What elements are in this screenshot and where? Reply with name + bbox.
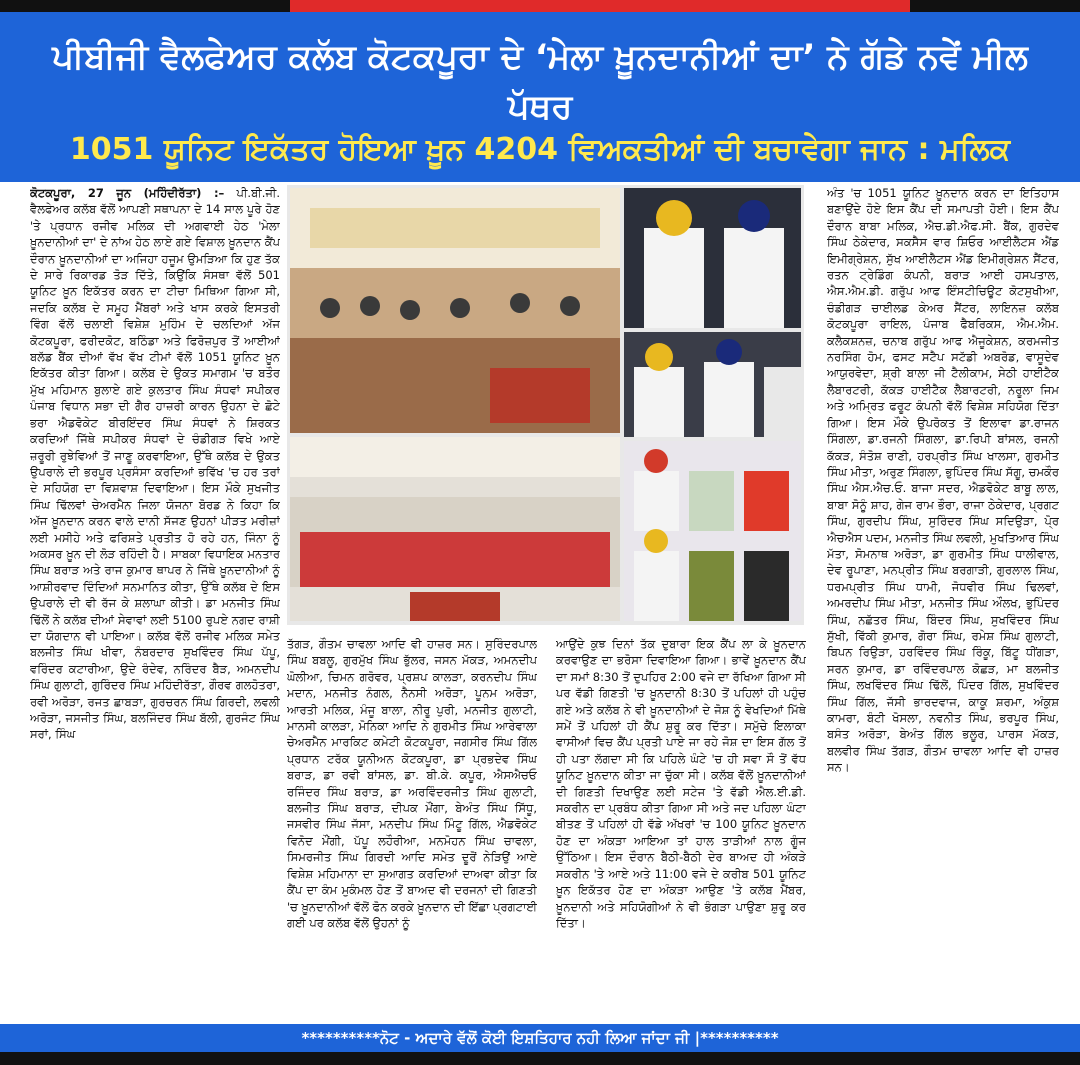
speakers-photo-2-image bbox=[624, 332, 801, 437]
photo-speakers-1 bbox=[624, 188, 801, 328]
top-red-band bbox=[290, 0, 910, 12]
speakers-photo-1-image bbox=[624, 188, 801, 328]
group-photo-image bbox=[290, 437, 620, 621]
header-banner bbox=[0, 12, 1080, 182]
article-column-1 bbox=[30, 185, 280, 1020]
footer-note: **********ਨੋਟ - ਅਦਾਰੇ ਵੱਲੋਂ ਕੋਈ ਇਸ਼ਤਿਹਾਰ ਨਹੀ ਲਿਆ ਜਾਂਦਾ ਜੀ |********** bbox=[0, 1024, 1080, 1052]
dateline: ਕੋਟਕਪੂਰਾ, 27 ਜੂਨ (ਮਹਿੰਦੀਰੱਤਾ) :– bbox=[30, 186, 225, 200]
column-3-text: ਆਉਂਦੇ ਕੁਝ ਦਿਨਾਂ ਤੱਕ ਦੁਬਾਰਾ ਇਕ ਕੈਂਪ ਲਾ ਕੇ ਖ਼ੂਨਦਾਨ ਕਰਵਾਉਣ ਦਾ ਭਰੋਸਾ ਦਿਵਾਇਆ ਗਿਆ। ਭਾਵੇਂ ਖ਼ੂਨਦਾਨ ਕੈਂਪ ਦਾ ਸਮਾਂ 8:30 ਤੋਂ ਦੁਪਹਿਰ 2:00 ਵਜੇ ਦਾ ਰੱਖਿਆ ਗਿਆ ਸੀ ਪਰ ਵੱਡੀ ਗਿਣਤੀ 'ਚ ਖ਼ੂਨਦਾਨੀ 8:30 ਤੋਂ ਪਹਿਲਾਂ ਹੀ ਪਹੁੰਚ ਗਏ ਅਤੇ ਕਲੱਬ ਨੇ ਵੀ ਖ਼ੂਨਦਾਨੀਆਂ ਦੇ ਜੋਸ਼ ਨੂੰ ਵੇਖਦਿਆਂ ਮਿੱਥੇ ਸਮੇਂ ਤੋਂ ਪਹਿਲਾਂ ਹੀ ਕੈਂਪ ਸ਼ੁਰੂ ਕਰ ਦਿੱਤਾ। ਸਮੁੱਚੇ ਇਲਾਕਾ ਵਾਸੀਆਂ ਵਿਚ ਕੈਂਪ ਪ੍ਰਤੀ ਪਾਏ ਜਾ ਰਹੇ ਜੋਸ਼ ਦਾ ਇਸ ਗੱਲ ਤੋਂ ਹੀ ਪਤਾ ਲੱਗਦਾ ਸੀ ਕਿ ਪਹਿਲੇ ਘੰਟੇ 'ਚ ਹੀ ਸਵਾ ਸੌ ਤੋਂ ਵੱਧ ਯੂਨਿਟ ਖ਼ੂਨਦਾਨ ਕੀਤਾ ਜਾ ਚੁੱਕਾ ਸੀ। ਕਲੱਬ ਵੱਲੋਂ ਖ਼ੂਨਦਾਨੀਆਂ ਦੀ ਗਿਣਤੀ ਦਿਖਾਉਣ ਲਈ ਸਟੇਜ 'ਤੇ ਵੱਡੀ ਐਲ.ਈ.ਡੀ. ਸਕਰੀਨ ਦਾ ਪ੍ਰਬੰਧ ਕੀਤਾ ਗਿਆ ਸੀ ਅਤੇ ਜਦ ਪਹਿਲਾ ਘੰਟਾ ਬੀਤਣ ਤੋਂ ਪਹਿਲਾਂ ਹੀ ਵੱਡੇ ਅੱਖਰਾਂ 'ਚ 100 ਯੂਨਿਟ ਖ਼ੂਨਦਾਨ ਹੋਣ ਦਾ ਅੰਕੜਾ ਆਇਆ ਤਾਂ ਹਾਲ ਤਾੜੀਆਂ ਨਾਲ ਗੂੰਜ ਉੱਠਿਆ। ਇਸ ਦੌਰਾਨ ਬੈਠੀ-ਬੈਠੀ ਦੇਰ ਬਾਅਦ ਹੀ ਅੰਕੜੇ ਸਕਰੀਨ 'ਤੇ ਆਏ ਅਤੇ 11:00 ਵਜੇ ਦੇ ਕਰੀਬ 501 ਯੂਨਿਟ ਖ਼ੂਨ ਇਕੱਤਰ ਹੋਣ ਦਾ ਅੰਕੜਾ ਆਉਣ 'ਤੇ ਕਲੱਬ ਮੈਂਬਰ, ਖ਼ੂਨਦਾਨੀ ਅਤੇ ਸਹਿਯੋਗੀਆਂ ਨੇ ਵੀ ਭੰਗੜਾ ਪਾਉਣਾ ਸ਼ੁਰੂ ਕਰ ਦਿੱਤਾ। bbox=[556, 637, 806, 930]
subheadline: 1051 ਯੂਨਿਟ ਇਕੱਤਰ ਹੋਇਆ ਖ਼ੂਨ 4204 ਵਿਅਕਤੀਆਂ ਦੀ ਬਚਾਵੇਗਾ ਜਾਨ : ਮਲਿਕ bbox=[69, 132, 1011, 167]
column-4-text: ਅੰਤ 'ਚ 1051 ਯੂਨਿਟ ਖ਼ੂਨਦਾਨ ਕਰਨ ਦਾ ਇਤਿਹਾਸ ਬਣਾਉਂਦੇ ਹੋਏ ਇਸ ਕੈਂਪ ਦੀ ਸਮਾਪਤੀ ਹੋਈ। ਇਸ ਕੈਂਪ ਦੌਰਾਨ ਬਾਬਾ ਮਲਿਕ, ਐਚ.ਡੀ.ਐਫ.ਸੀ. ਬੈਂਕ, ਗੁਰਦੇਵ ਸਿੰਘ ਠੇਕੇਦਾਰ, ਸਕਸੈਸ ਵਾਰ ਸ਼ਿਓਰ ਆਈਲੈਟਸ ਐਂਡ ਇਮੀਗ੍ਰੇਸ਼ਨ, ਸੁੱਖ ਆਈਲੈਟਸ ਐਂਡ ਇਮੀਗ੍ਰੇਸ਼ਨ ਸੈਂਟਰ, ਰਤਨ ਟ੍ਰੇਡਿੰਗ ਕੰਪਨੀ, ਬਰਾੜ ਆਈ ਹਸਪਤਾਲ, ਐਸ.ਐਮ.ਡੀ. ਗਰੁੱਪ ਆਫ ਇੰਸਟੀਚਿਊਟ ਕੋਟਸੁਖੀਆ, ਚੰਡੀਗੜ ਚਾਈਲਡ ਕੇਅਰ ਸੈਂਟਰ, ਲਾਇਨਜ਼ ਕਲੱਬ ਕੋਟਕਪੂਰਾ ਰਾਇਲ, ਪੰਜਾਬ ਫੈਬਰਿਕਸ, ਐਮ.ਐਮ. ਕਲੈਕਸ਼ਨਜ਼, ਚਨਾਬ ਗਰੁੱਪ ਆਫ ਐਜੂਕੇਸ਼ਨ, ਕਰਮਜੀਤ ਨਰਸਿੰਗ ਹੋਮ, ਫਸਟ ਸਟੈਪ ਸਟੱਡੀ ਅਬਰੋਡ, ਵਾਸੂਦੇਵ ਆਯੁਰਵੇਦਾ, ਸ਼੍ਰੀ ਬਾਲਾ ਜੀ ਟੈਲੀਕਾਮ, ਸੇਠੀ ਹਾਈਟੈਕ ਲੈਬਾਰਟਰੀ, ਕੱਕੜ ਹਾਈਟੈਕ ਲੈਬਾਰਟਰੀ, ਨਰੂਲਾ ਜਿਮ ਅਤੇ ਅਮਿ੍ਰਤ ਫਰੂਟ ਕੰਪਨੀ ਵੱਲੋਂ ਵਿਸ਼ੇਸ਼ ਸਹਿਯੋਗ ਦਿੱਤਾ ਗਿਆ। ਇਸ ਮੌਕੇ ਉਪਰੋਕਤ ਤੋਂ ਇਲਾਵਾ ਡਾ.ਰਾਜਨ ਸਿੰਗਲਾ, ਡਾ.ਰਜਨੀ ਸਿੰਗਲਾ, ਡਾ.ਰਿਪੀ ਬਾਂਸਲ, ਰਜਨੀ ਕੱਕੜ, ਸੰਤੋਸ਼ ਰਾਣੀ, ਹਰਪ੍ਰੀਤ ਸਿੰਘ ਖਾਲਸਾ, ਗੁਰਮੀਤ ਸਿੰਘ ਮੀਤਾ, ਅਰੁਣ ਸਿੰਗਲਾ, ਭੁਪਿੰਦਰ ਸਿੰਘ ਸੱਗੂ, ਚਮਕੌਰ ਸਿੰਘ ਐਸ.ਐਚ.ਓ. ਬਾਜਾ ਸਦਰ, ਐਡਵੋਕੇਟ ਬਾਬੂ ਲਾਲ, ਬਾਬਾ ਸੋਨੂੰ ਸ਼ਾਹ, ਗੇਜ ਰਾਮ ਭੌਰਾ, ਰਾਜਾ ਠੇਕੇਦਾਰ, ਪ੍ਰਗਟ ਸਿੰਘ, ਗੁਰਦੀਪ ਸਿੰਘ, ਸੁਰਿੰਦਰ ਸਿੰਘ ਸਦਿਉੜਾ, ਪੋ੍ਰ ਐਚਐਸ ਪਦਮ, ਮਨਜੀਤ ਸਿੰਘ ਲਵਲੀ, ਮੁਖਤਿਆਰ ਸਿੰਘ ਮੱਤਾ, ਸੋਮਨਾਥ ਅਰੋੜਾ, ਡਾ ਗੁਰਮੀਤ ਸਿੰਘ ਧਾਲੀਵਾਲ, ਦੇਵ ਰੂਪਾਣਾ, ਮਨਪ੍ਰੀਤ ਸਿੰਘ ਬਰਗਾੜੀ, ਗੁਰਲਾਲ ਸਿੰਘ, ਧਰਮਪ੍ਰੀਤ ਸਿੰਘ ਧਾਮੀ, ਜੋਧਵੀਰ ਸਿੰਘ ਢਿਲਵਾਂ, ਅਮਰਦੀਪ ਸਿੰਘ ਮੀਤਾ, ਮਨਜੀਤ ਸਿੰਘ ਔਲਖ, ਭੁਪਿੰਦਰ ਸਿੰਘ, ਨਛੱਤਰ ਸਿੰਘ, ਬਿੰਦਰ ਸਿੰਘ, ਸੁਖਵਿੰਦਰ ਸਿੰਘ ਸੁੱਖੀ, ਵਿੱਕੀ ਕੁਮਾਰ, ਗੋਰਾ ਸਿੰਘ, ਰਮੇਸ਼ ਸਿੰਘ ਗੁਲਾਟੀ, ਬਿਪਨ ਰਿਉੜਾ, ਹਰਵਿੰਦਰ ਸਿੰਘ ਰਿੰਕੂ, ਬਿੱਟੂ ਧੀਂਗੜਾ, ਸਰਨ ਕੁਮਾਰ, ਡਾ ਰਵਿੰਦਰਪਾਲ ਕੋਛੜ, ਮਾ ਬਲਜੀਤ ਸਿੰਘ, ਲਖਵਿੰਦਰ ਸਿੰਘ ਢਿੱਲੋਂ, ਪਿੰਦਰ ਗਿੱਲ, ਸੁਖਵਿੰਦਰ ਸਿੰਘ ਗਿੱਲ, ਜੱਸੀ ਭਾਰਦਵਾਜ, ਕਾਕੂ ਸ਼ਰਮਾ, ਅੰਕੁਸ਼ ਕਾਮਰਾ, ਬੰਟੀ ਖੋਸਲਾ, ਨਵਨੀਤ ਸਿੰਘ, ਭਰਪੂਰ ਸਿੰਘ, ਬਸੰਤ ਅਰੋੜਾ, ਬੇਅੰਤ ਗਿੱਲ ਭਲੂਰ, ਪਾਰਸ ਮੱਕੜ, ਬਲਵੀਰ ਸਿੰਘ ਤੱਗੜ, ਗੌਤਮ ਚਾਵਲਾ ਆਦਿ ਵੀ ਹਾਜ਼ਰ ਸਨ। bbox=[827, 186, 1059, 775]
column-1-text: ਪੀ.ਬੀ.ਜੀ. ਵੈਲਫੇਅਰ ਕਲੱਬ ਵੱਲੋਂ ਆਪਣੀ ਸਥਾਪਨਾ ਦੇ 14 ਸਾਲ ਪੂਰੇ ਹੋਣ 'ਤੇ ਪ੍ਰਧਾਨ ਰਜੀਵ ਮਲਿਕ ਦੀ ਅਗਵਾਈ ਹੇਠ 'ਮੇਲਾ ਖ਼ੂਨਦਾਨੀਆਂ ਦਾ' ਦੇ ਨਾਂਅ ਹੇਠ ਲਾਏ ਗਏ ਵਿਸ਼ਾਲ ਖ਼ੂਨਦਾਨ ਕੈਂਪ ਦੌਰਾਨ ਖ਼ੂਨਦਾਨੀਆਂ ਦਾ ਅਜਿਹਾ ਹਜੂਮ ਉਮੜਿਆ ਕਿ ਹੁਣ ਤੱਕ ਦੇ ਸਾਰੇ ਰਿਕਾਰਡ ਤੋੜ ਦਿੱਤੇ, ਕਿਉਂਕਿ ਸੰਸਥਾ ਵੱਲੋਂ 501 ਯੂਨਿਟ ਖ਼ੂਨ ਇਕੱਤਰ ਕਰਨ ਦਾ ਟੀਚਾ ਮਿਥਿਆ ਗਿਆ ਸੀ, ਜਦਕਿ ਕਲੱਬ ਦੇ ਸਮੂਹ ਮੈਂਬਰਾਂ ਅਤੇ ਖਾਸ ਕਰਕੇ ਇਸਤਰੀ ਵਿੰਗ ਵੱਲੋਂ ਚਲਾਈ ਵਿਸ਼ੇਸ਼ ਮੁਹਿੰਮ ਦੇ ਚਲਦਿਆਂ ਅੱਜ ਕੋਟਕਪੂਰਾ, ਫਰੀਦਕੋਟ, ਬਠਿੰਡਾ ਅਤੇ ਫਿਰੋਜ਼ਪੁਰ ਤੋਂ ਆਈਆਂ ਬਲੱਡ ਬੈਂਕ ਦੀਆਂ ਵੱਖ ਵੱਖ ਟੀਮਾਂ ਵੱਲੋਂ 1051 ਯੂਨਿਟ ਖ਼ੂਨ ਇਕੱਤਰ ਕੀਤਾ ਗਿਆ। ਕਲੱਬ ਦੇ ਉਕਤ ਸਮਾਗਮ 'ਚ ਬਤੌਰ ਮੁੱਖ ਮਹਿਮਾਨ ਬੁਲਾਏ ਗਏ ਕੁਲਤਾਰ ਸਿੰਘ ਸੰਧਵਾਂ ਸਪੀਕਰ ਪੰਜਾਬ ਵਿਧਾਨ ਸਭਾ ਦੀ ਗੈਰ ਹਾਜ਼ਰੀ ਕਾਰਨ ਉਹਨਾ ਦੇ ਛੋਟੇ ਭਰਾ ਐਡਵੋਕੇਟ ਬੀਰਇੰਦਰ ਸਿੰਘ ਸੰਧਵਾਂ ਨੇ ਸ਼ਿਰਕਤ ਕਰਦਿਆਂ ਜਿੱਥੇ ਸਪੀਕਰ ਸੰਧਵਾਂ ਦੇ ਚੰਡੀਗੜ ਵਿਖੇ ਆਏ ਜ਼ਰੂਰੀ ਰੁਝੇਵਿਆਂ ਤੋਂ ਜਾਣੂ ਕਰਵਾਇਆ, ਉੱਥੇ ਕਲੱਬ ਦੇ ਉਕਤ ਉਪਰਾਲੇ ਦੀ ਭਰਪੂਰ ਪ੍ਰਸੰਸਾ ਕਰਦਿਆਂ ਭਵਿੱਖ 'ਚ ਹਰ ਤਰਾਂ ਦੇ ਸਹਿਯੋਗ ਦਾ ਵਿਸ਼ਵਾਸ਼ ਦਿਵਾਇਆ। ਇਸ ਮੌਕੇ ਸੁਖਜੀਤ ਸਿੰਘ ਢਿੱਲਵਾਂ ਚੇਅਰਮੈਨ ਜਿਲਾ ਯੋਜਨਾ ਬੋਰਡ ਨੇ ਕਿਹਾ ਕਿ ਅੱਜ ਖ਼ੂਨਦਾਨ ਕਰਨ ਵਾਲੇ ਦਾਨੀ ਸੱਜਣ ਉਹਨਾਂ ਪੀੜਤ ਮਰੀਜ਼ਾਂ ਲਈ ਮਸੀਹੇ ਅਤੇ ਫਰਿਸ਼ਤੇ ਪ੍ਰਤੀਤ ਹੋ ਰਹੇ ਹਨ, ਜਿੰਨਾ ਨੂੰ ਅਕਸਰ ਖ਼ੂਨ ਦੀ ਲੋੜ ਰਹਿੰਦੀ ਹੈ। ਸਾਬਕਾ ਵਿਧਾਇਕ ਮਨਤਾਰ ਸਿੰਘ ਬਰਾੜ ਅਤੇ ਰਾਜ ਕੁਮਾਰ ਥਾਪਰ ਨੇ ਜਿੱਥੇ ਖ਼ੂਨਦਾਨੀਆਂ ਨੂੰ ਆਸ਼ੀਰਵਾਦ ਦਿੰਦਿਆਂ ਸਨਮਾਨਿਤ ਕੀਤਾ, ਉੱਥੇ ਕਲੱਬ ਦੇ ਇਸ ਉਪਰਾਲੇ ਦੀ ਵੀ ਰੱਜ ਕੇ ਸ਼ਲਾਘਾ ਕੀਤੀ। ਡਾ ਮਨਜੀਤ ਸਿੰਘ ਢਿੱਲੋਂ ਨੇ ਕਲੱਬ ਦੀਆਂ ਸੇਵਾਵਾਂ ਲਈ 5100 ਰੁਪਏ ਨਗਦ ਰਾਸ਼ੀ ਦਾ ਯੋਗਦਾਨ ਵੀ ਪਾਇਆ। ਕਲੱਬ ਵੱਲੋਂ ਰਜੀਵ ਮਲਿਕ ਸਮੇਤ ਬਲਜੀਤ ਸਿੰਘ ਖੀਵਾ, ਨੰਬਰਦਾਰ ਸੁਖਵਿੰਦਰ ਸਿੰਘ ਪੱਪੂ, ਵਰਿੰਦਰ ਕਟਾਰੀਆ, ਉਦੇ ਰੰਦੇਵ, ਨਰਿੰਦਰ ਬੈੜ, ਅਮਨਦੀਪ ਸਿੰਘ ਗੁਲਾਟੀ, ਗੁਰਿੰਦਰ ਸਿੰਘ ਮਹਿੰਦੀਰੱਤਾ, ਗੌਰਵ ਗਲਹੋਤਰਾ, ਰਵੀ ਅਰੋੜਾ, ਰਜਤ ਛਾਬੜਾ, ਗੁਰਚਰਨ ਸਿੰਘ ਗਿਰਦੀ, ਲਵਲੀ ਅਰੋੜਾ, ਜਸਜੀਤ ਸਿੰਘ, ਬਲਜਿੰਦਰ ਸਿੰਘ ਬੱਲੀ, ਗੁਰਜੰਟ ਸਿੰਘ ਸਰਾਂ, ਸਿੰਘ bbox=[30, 186, 280, 742]
article-column-2 bbox=[287, 636, 537, 1022]
top-strip bbox=[0, 0, 1080, 12]
photo-collage bbox=[287, 185, 804, 625]
headline: ਪੀਬੀਜੀ ਵੈਲਫੇਅਰ ਕਲੱਬ ਕੋਟਕਪੂਰਾ ਦੇ ‘ਮੇਲਾ ਖ਼ੂਨਦਾਨੀਆਂ ਦਾ’ ਨੇ ਗੱਡੇ ਨਵੇਂ ਮੀਲ ਪੱਥਰ bbox=[52, 37, 1028, 127]
speakers-photo-3-image bbox=[624, 441, 801, 621]
hall-photo-image bbox=[290, 188, 620, 433]
column-2-text: ਤੱਗੜ, ਗੌਤਮ ਚਾਵਲਾ ਆਦਿ ਵੀ ਹਾਜ਼ਰ ਸਨ। ਸੁਰਿੰਦਰਪਾਲ ਸਿੰਘ ਬਬਲੂ, ਗੁਰਮੁੱਖ ਸਿੰਘ ਭੁੱਲਰ, ਜਸਨ ਮੱਕੜ, ਅਮਨਦੀਪ ਘੋਲੀਆ, ਚਿਮਨ ਗਰੋਵਰ, ਪ੍ਰਸ਼ਪ ਕਾਲੜਾ, ਕਰਨਦੀਪ ਸਿੰਘ ਮਦਾਨ, ਮਨਜੀਤ ਨੰਗਲ, ਨੈਨਸੀ ਅਰੋੜਾ, ਪੂਨਮ ਅਰੋੜਾ, ਆਰਤੀ ਮਲਿਕ, ਮੰਜੂ ਬਾਲਾ, ਨੀਰੂ ਪੁਰੀ, ਮਨਜੀਤ ਗੁਲਾਟੀ, ਮਾਨਸੀ ਕਾਲੜਾ, ਮੋਨਿਕਾ ਆਦਿ ਨੇ ਗੁਰਮੀਤ ਸਿੰਘ ਆਰੇਵਾਲਾ ਚੇਅਰਮੈਨ ਮਾਰਕਿਟ ਕਮੇਟੀ ਕੋਟਕਪੂਰਾ, ਜਗਸੀਰ ਸਿੰਘ ਗਿੱਲ ਪ੍ਰਧਾਨ ਟਰੱਕ ਯੂਨੀਅਨ ਕੋਟਕਪੂਰਾ, ਡਾ ਪ੍ਰਭਦੇਵ ਸਿੰਘ ਬਰਾੜ, ਡਾ ਰਵੀ ਬਾਂਸਲ, ਡਾ. ਬੀ.ਕੇ. ਕਪੂਰ, ਐਸਐਚਓ ਰਜਿੰਦਰ ਸਿੰਘ ਬਰਾੜ, ਡਾ ਅਰਵਿੰਦਰਜੀਤ ਸਿੰਘ ਗੁਲਾਟੀ, ਬਲਜੀਤ ਸਿੰਘ ਬਰਾੜ, ਦੀਪਕ ਮੌਂਗਾ, ਬੇਅੰਤ ਸਿੰਘ ਸਿੱਧੂ, ਜਸਵੀਰ ਸਿੰਘ ਜੱਸਾ, ਮਨਦੀਪ ਸਿੰਘ ਮਿੰਟੂ ਗਿੱਲ, ਐਡਵੋਕੇਟ ਵਿਨੋਦ ਮੌਂਗੀ, ਪੱਪੂ ਲਹੌਰੀਆ, ਮਨਮੋਹਨ ਸਿੰਘ ਚਾਵਲਾ, ਸਿਮਰਜੀਤ ਸਿੰਘ ਗਿਰਦੀ ਆਦਿ ਸਮੇਤ ਦੂਰੋਂ ਨੇੜਿਉਂ ਆਏ ਵਿਸ਼ੇਸ਼ ਮਹਿਮਾਨਾ ਦਾ ਸੁਆਗਤ ਕਰਦਿਆਂ ਦਾਅਵਾ ਕੀਤਾ ਕਿ ਕੈਂਪ ਦਾ ਕੰਮ ਮੁਕੰਮਲ ਹੋਣ ਤੋਂ ਬਾਅਦ ਵੀ ਦਰਜਨਾਂ ਦੀ ਗਿਣਤੀ 'ਚ ਖ਼ੂਨਦਾਨੀਆਂ ਵੱਲੋਂ ਫੋਨ ਕਰਕੇ ਖ਼ੂਨਦਾਨ ਦੀ ਇੱਛਾ ਪ੍ਰਗਟਾਈ ਗਈ ਪਰ ਕਲੱਬ ਵੱਲੋਂ ਉਹਨਾਂ ਨੂੰ bbox=[287, 637, 537, 930]
bottom-strip bbox=[0, 1052, 1080, 1065]
photo-speakers-3 bbox=[624, 441, 801, 621]
article-column-3 bbox=[556, 636, 806, 1022]
photo-speakers-2 bbox=[624, 332, 801, 437]
photo-group bbox=[290, 437, 620, 621]
article-column-4 bbox=[827, 185, 1059, 915]
photo-hall-audience bbox=[290, 188, 620, 433]
